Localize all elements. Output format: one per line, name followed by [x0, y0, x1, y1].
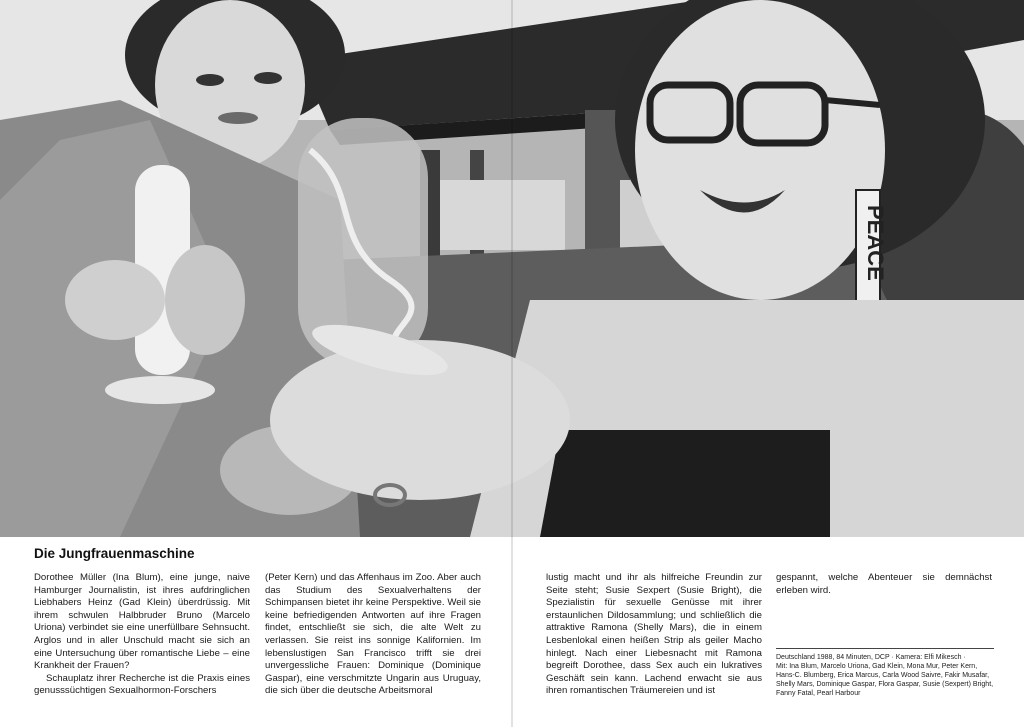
paragraph: Dorothee Müller (Ina Blum), eine junge, naive Hamburger Journalistin, ist ihres aufdringlichen Liebhabers Heinz (Gad Klein) überdrüssig. Mit ihrem schwulen Halbbruder Bruno (Marcelo Uriona) verbindet sie eine unerfüllbare Sehnsucht. Arglos und in aller Unschuld macht sie sich an eine Untersuchung über romantische Liebe – eine Krankheit der Frauen?	[34, 572, 250, 672]
paragraph: gespannt, welche Abenteuer sie demnächst erleben wird.	[776, 572, 992, 596]
credits-line-production: Deutschland 1988, 84 Minuten, DCP · Kamera: Elfi Mikesch ·	[776, 654, 966, 661]
text-column-2	[265, 572, 481, 698]
film-credits	[776, 648, 994, 698]
text-column-3	[546, 572, 762, 698]
credits-line-cast: Mit: Ina Blum, Marcelo Uriona, Gad Klein, Mona Mur, Peter Kern, Hans-C. Blumberg, Erica Marcus, Carla Wood Saivre, Fakir Musafar, Shelly Mars, Dominique Gaspar, Flora Gaspar, Susie (Sexpert) Bright, Fanny Fatal, Pearl Harbour	[776, 663, 994, 697]
paragraph: Schauplatz ihrer Recherche ist die Praxis eines genusssüchtigen Sexualhormon-Forschers	[34, 672, 250, 697]
page-gutter	[511, 0, 513, 727]
text-column-4	[776, 572, 992, 597]
paragraph: (Peter Kern) und das Affenhaus im Zoo. Aber auch das Studium des Sexualverhaltens der Schimpansen bietet ihr keine Perspektive. Weil sie keine befriedigenden Antworten auf ihre Fragen findet, entschließt sie sich, die alte Welt zu verlassen. Sie reist ins sonnige Kalifornien. Im lebenslustigen San Francisco trifft sie drei unvergessliche Frauen: Dominique (Dominique Gaspar), eine verschmitzte Ungarin aus Uruguay, die sich über die deutsche Arbeitsmoral	[265, 572, 481, 697]
text-column-1	[34, 572, 250, 698]
article-title: Die Jungfrauenmaschine	[34, 546, 195, 561]
earring-peace-text: PEACE	[863, 205, 888, 281]
paragraph: lustig macht und ihr als hilfreiche Freundin zur Seite steht; Susie Sexpert (Susie Bright), die Spezialistin für sexuelle Genüsse mit ihrer erstaunlichen Dildosammlung; und schließlich die attraktive Ramona (Shelly Mars), die in einem Lesbenlokal einen heißen Strip als geiler Macho hinlegt. Nach einer Liebesnacht mit Ramona begreift Dorothee, dass Sex auch ein lukratives Geschäft sein kann. Lachend erwacht sie aus ihren romantischen Träumereien und ist	[546, 572, 762, 697]
